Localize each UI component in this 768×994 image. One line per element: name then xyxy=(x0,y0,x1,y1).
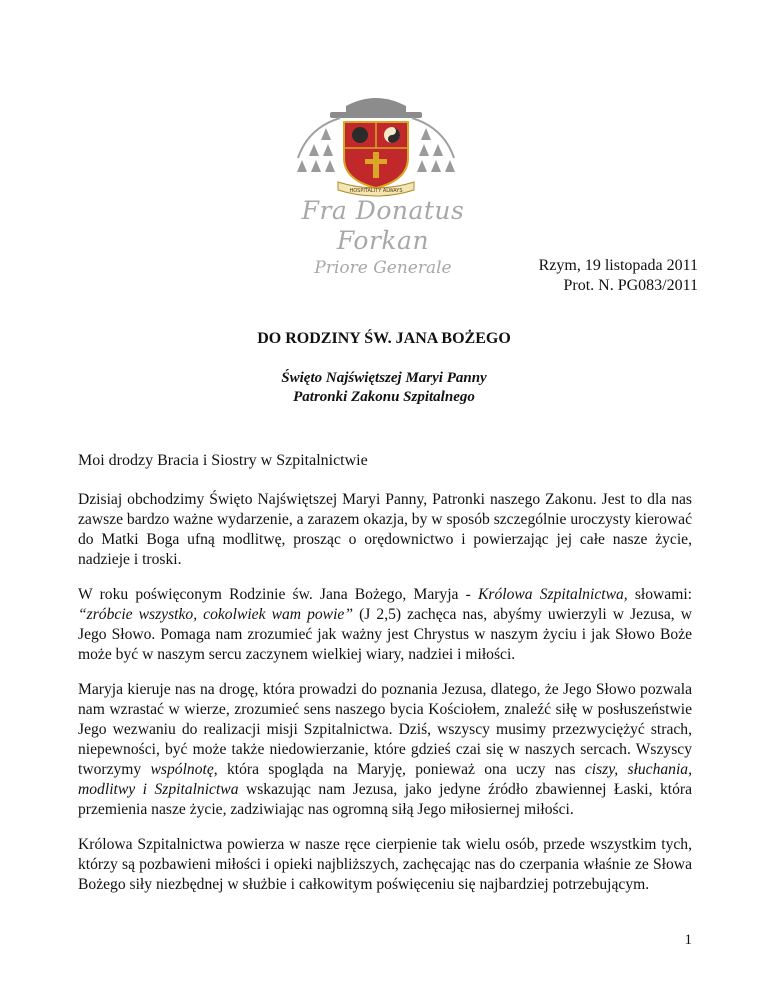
greeting: Moi drodzy Bracia i Siostry w Szpitalnictwie xyxy=(78,452,368,469)
date-block xyxy=(539,256,698,296)
motto-text: HOSPITALITY ALWAYS xyxy=(349,188,403,194)
page-number: 1 xyxy=(684,932,692,948)
paragraph-3: Maryja kieruje nas na drogę, która prowadzi do poznania Jezusa, dlatego, że Jego Słowo pozwala nam wzrastać w wierze, zrozumieć sens naszego bycia Kościołem, znaleźć siłę w posłuszeństwie Jego wezwaniu do realizacji misji Szpitalnictwa. Dziś, wszyscy musimy przezwyciężyć strach, niepewności, być może także niedowierzanie, które gdzieś czai się w naszych sercach. Wszyscy tworzymy wspólnotę, która spogląda na Maryję, ponieważ ona uczy nas ciszy, słuchania, modlitwy i Szpitalnictwa wskazując nam Jezusa, jako jedyne źródło zbawiennej Łaski, która przemienia nasze życie, zadziwiając nas ogromną siłą Jego miłosiernej miłości. xyxy=(78,681,692,818)
paragraph-4: Królowa Szpitalnictwa powierza w nasze ręce cierpienie tak wielu osób, przede wszystkim tych, którzy są pozbawieni miłości i opieki najbliższych, zachęcając nas do czerpania właśnie ze Słowa Bożego siły niezbędnej w służbie i całkowitym poświęceniu się najbardziej potrzebującym. xyxy=(78,836,692,893)
subtitle-line-2: Patronki Zakonu Szpitalnego xyxy=(293,389,475,405)
letterhead-signature xyxy=(258,196,508,279)
signature-role: Priore Generale xyxy=(314,258,452,278)
coat-of-arms-logo xyxy=(268,88,484,200)
letter-title: DO RODZINY ŚW. JANA BOŻEGO xyxy=(257,330,511,347)
protocol-number: Prot. N. PG083/2011 xyxy=(563,277,698,294)
paragraph-2: W roku poświęconym Rodzinie św. Jana Bożego, Maryja - Królowa Szpitalnictwa, słowami: “zróbcie wszystko, cokolwiek wam powie” (J 2,5) zachęca nas, abyśmy uwierzyli w Jezusa, w Jego Słowo. Pomaga nam zrozumieć jak ważny jest Chrystus w naszym życiu i jak Słowo Boże może być w naszym sercu zaczynem wielkiej wiary, nadziei i miłości. xyxy=(78,586,693,663)
letter-body xyxy=(78,490,692,910)
place-date: Rzym, 19 listopada 2011 xyxy=(538,257,698,274)
subtitle-line-1: Święto Najświętszej Maryi Panny xyxy=(281,370,487,386)
letter-subtitle xyxy=(0,369,768,407)
signature-name: Fra Donatus Forkan xyxy=(301,196,465,255)
paragraph-1: Dzisiaj obchodzimy Święto Najświętszej Maryi Panny, Patronki naszego Zakonu. Jest to dla nas zawsze bardzo ważne wydarzenie, a zarazem okazja, by w sposób szczególnie uroczysty kierować do Matki Boga ufną modlitwę, prosząc o orędownictwo i powierzając jej całe nasze życie, nadzieje i troski. xyxy=(78,491,692,568)
